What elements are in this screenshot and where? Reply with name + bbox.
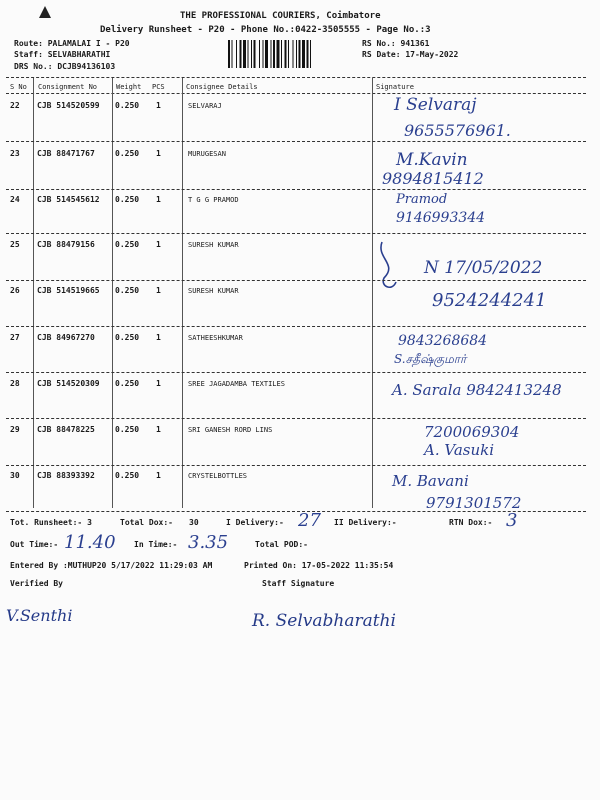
row-signature-phone: 9524244241 xyxy=(432,290,547,311)
divider xyxy=(6,511,586,512)
divider xyxy=(6,141,586,142)
staff-label: Staff: SELVABHARATHI xyxy=(14,50,111,59)
row-consignee: SREE JAGADAMBA TEXTILES xyxy=(188,380,285,388)
row-consignment: CJB 88479156 xyxy=(37,240,95,249)
row-consignee: CRYSTELBOTTLES xyxy=(188,472,248,480)
row-sno: 27 xyxy=(10,333,20,342)
row-signature: M. Bavani xyxy=(392,472,469,490)
row-consignment: CJB 84967270 xyxy=(37,333,95,342)
row-consignee: SATHEESHKUMAR xyxy=(188,334,243,342)
rs-no-label: RS No.: 941361 xyxy=(362,39,430,48)
out-time-value: 11.40 xyxy=(64,532,116,553)
out-time-label: Out Time:- xyxy=(10,540,59,549)
i-delivery-value: 27 xyxy=(298,510,321,531)
row-weight: 0.250 xyxy=(115,195,140,204)
rs-date-label: RS Date: 17-May-2022 xyxy=(362,50,459,59)
total-dox-value: 30 xyxy=(189,518,199,527)
row-signature-name: S.சதீஷ்குமார் xyxy=(394,352,467,366)
row-signature-phone: 7200069304 xyxy=(424,423,520,441)
top-mark-icon xyxy=(38,4,52,24)
verifier-signature: V.Senthi xyxy=(6,606,73,625)
row-consignee: SURESH KUMAR xyxy=(188,241,239,249)
row-signature: A. Vasuki xyxy=(424,441,495,459)
row-pcs: 1 xyxy=(156,286,161,295)
rtn-dox-label: RTN Dox:- xyxy=(449,518,493,527)
total-dox-label: Total Dox:- xyxy=(120,518,173,527)
row-signature-phone: 9894815412 xyxy=(382,169,484,188)
column-line xyxy=(112,78,113,508)
row-pcs: 1 xyxy=(156,379,161,388)
row-signature: N 17/05/2022 xyxy=(424,258,543,278)
row-consignment: CJB 514520309 xyxy=(37,379,100,388)
row-signature-phone: 9146993344 xyxy=(396,210,486,226)
row-sno: 30 xyxy=(10,471,20,480)
row-pcs: 1 xyxy=(156,425,161,434)
row-sno: 26 xyxy=(10,286,20,295)
divider xyxy=(6,418,586,419)
row-sno: 28 xyxy=(10,379,20,388)
row-pcs: 1 xyxy=(156,149,161,158)
row-sno: 22 xyxy=(10,101,20,110)
tot-runsheet: Tot. Runsheet:- 3 xyxy=(10,518,92,527)
divider xyxy=(6,465,586,466)
col-pcs: PCS xyxy=(152,83,165,91)
divider xyxy=(6,233,586,234)
row-consignment: CJB 514545612 xyxy=(37,195,100,204)
row-consignee: MURUGESAN xyxy=(188,150,226,158)
ii-delivery-label: II Delivery:- xyxy=(334,518,397,527)
row-weight: 0.250 xyxy=(115,240,140,249)
entered-by: Entered By :MUTHUP20 5/17/2022 11:29:03 AM xyxy=(10,561,213,570)
row-consignee: SRI GANESH RORD LINS xyxy=(188,426,273,434)
bracket-scribble-icon xyxy=(374,238,404,302)
in-time-label: In Time:- xyxy=(134,540,178,549)
row-consignment: CJB 88393392 xyxy=(37,471,95,480)
divider xyxy=(6,77,586,78)
barcode xyxy=(228,40,353,72)
route-label: Route: PALAMALAI I - P20 xyxy=(14,39,130,48)
verified-by-label: Verified By xyxy=(10,579,63,588)
row-weight: 0.250 xyxy=(115,379,140,388)
col-consignment: Consignment No xyxy=(38,83,98,91)
row-consignment: CJB 514519665 xyxy=(37,286,100,295)
row-signature: I Selvaraj xyxy=(394,95,477,115)
row-sno: 23 xyxy=(10,149,20,158)
column-line xyxy=(372,78,373,508)
divider xyxy=(6,326,586,327)
staff-signature: R. Selvabharathi xyxy=(252,611,396,631)
row-signature-phone: 9791301572 xyxy=(426,494,522,512)
row-weight: 0.250 xyxy=(115,101,140,110)
row-weight: 0.250 xyxy=(115,286,140,295)
divider xyxy=(6,280,586,281)
row-consignment: CJB 514520599 xyxy=(37,101,100,110)
row-consignee: T G G PRAMOD xyxy=(188,196,239,204)
row-pcs: 1 xyxy=(156,471,161,480)
row-pcs: 1 xyxy=(156,101,161,110)
rtn-dox-value: 3 xyxy=(506,510,518,531)
row-sno: 25 xyxy=(10,240,20,249)
row-weight: 0.250 xyxy=(115,333,140,342)
row-sno: 24 xyxy=(10,195,20,204)
divider xyxy=(6,189,586,190)
row-signature-phone: 9655576961. xyxy=(404,121,511,140)
row-pcs: 1 xyxy=(156,240,161,249)
col-signature: Signature xyxy=(376,83,414,91)
in-time-value: 3.35 xyxy=(188,532,229,553)
drs-label: DRS No.: DCJB94136103 xyxy=(14,62,116,71)
row-pcs: 1 xyxy=(156,333,161,342)
company-title: THE PROFESSIONAL COURIERS, Coimbatore xyxy=(180,11,381,21)
row-signature: A. Sarala 9842413248 xyxy=(392,381,562,399)
col-weight: Weight xyxy=(116,83,142,91)
row-signature: 9843268684 xyxy=(398,333,488,349)
row-consignment: CJB 88478225 xyxy=(37,425,95,434)
row-sno: 29 xyxy=(10,425,20,434)
column-line xyxy=(33,78,34,508)
divider xyxy=(6,372,586,373)
i-delivery-label: I Delivery:- xyxy=(226,518,284,527)
staff-signature-label: Staff Signature xyxy=(262,579,335,588)
col-sno: S No xyxy=(10,83,27,91)
row-signature: Pramod xyxy=(396,192,448,207)
row-signature: M.Kavin xyxy=(396,150,468,170)
row-consignment: CJB 88471767 xyxy=(37,149,95,158)
divider xyxy=(6,93,586,94)
row-weight: 0.250 xyxy=(115,471,140,480)
total-pod-label: Total POD:- xyxy=(255,540,308,549)
col-consignee: Consignee Details xyxy=(186,83,258,91)
row-weight: 0.250 xyxy=(115,425,140,434)
printed-on: Printed On: 17-05-2022 11:35:54 xyxy=(244,561,394,570)
row-weight: 0.250 xyxy=(115,149,140,158)
row-consignee: SURESH KUMAR xyxy=(188,287,239,295)
row-pcs: 1 xyxy=(156,195,161,204)
row-consignee: SELVARAJ xyxy=(188,102,222,110)
runsheet-title: Delivery Runsheet - P20 - Phone No.:0422-3505555 - Page No.:3 xyxy=(100,25,431,35)
column-line xyxy=(182,78,183,508)
